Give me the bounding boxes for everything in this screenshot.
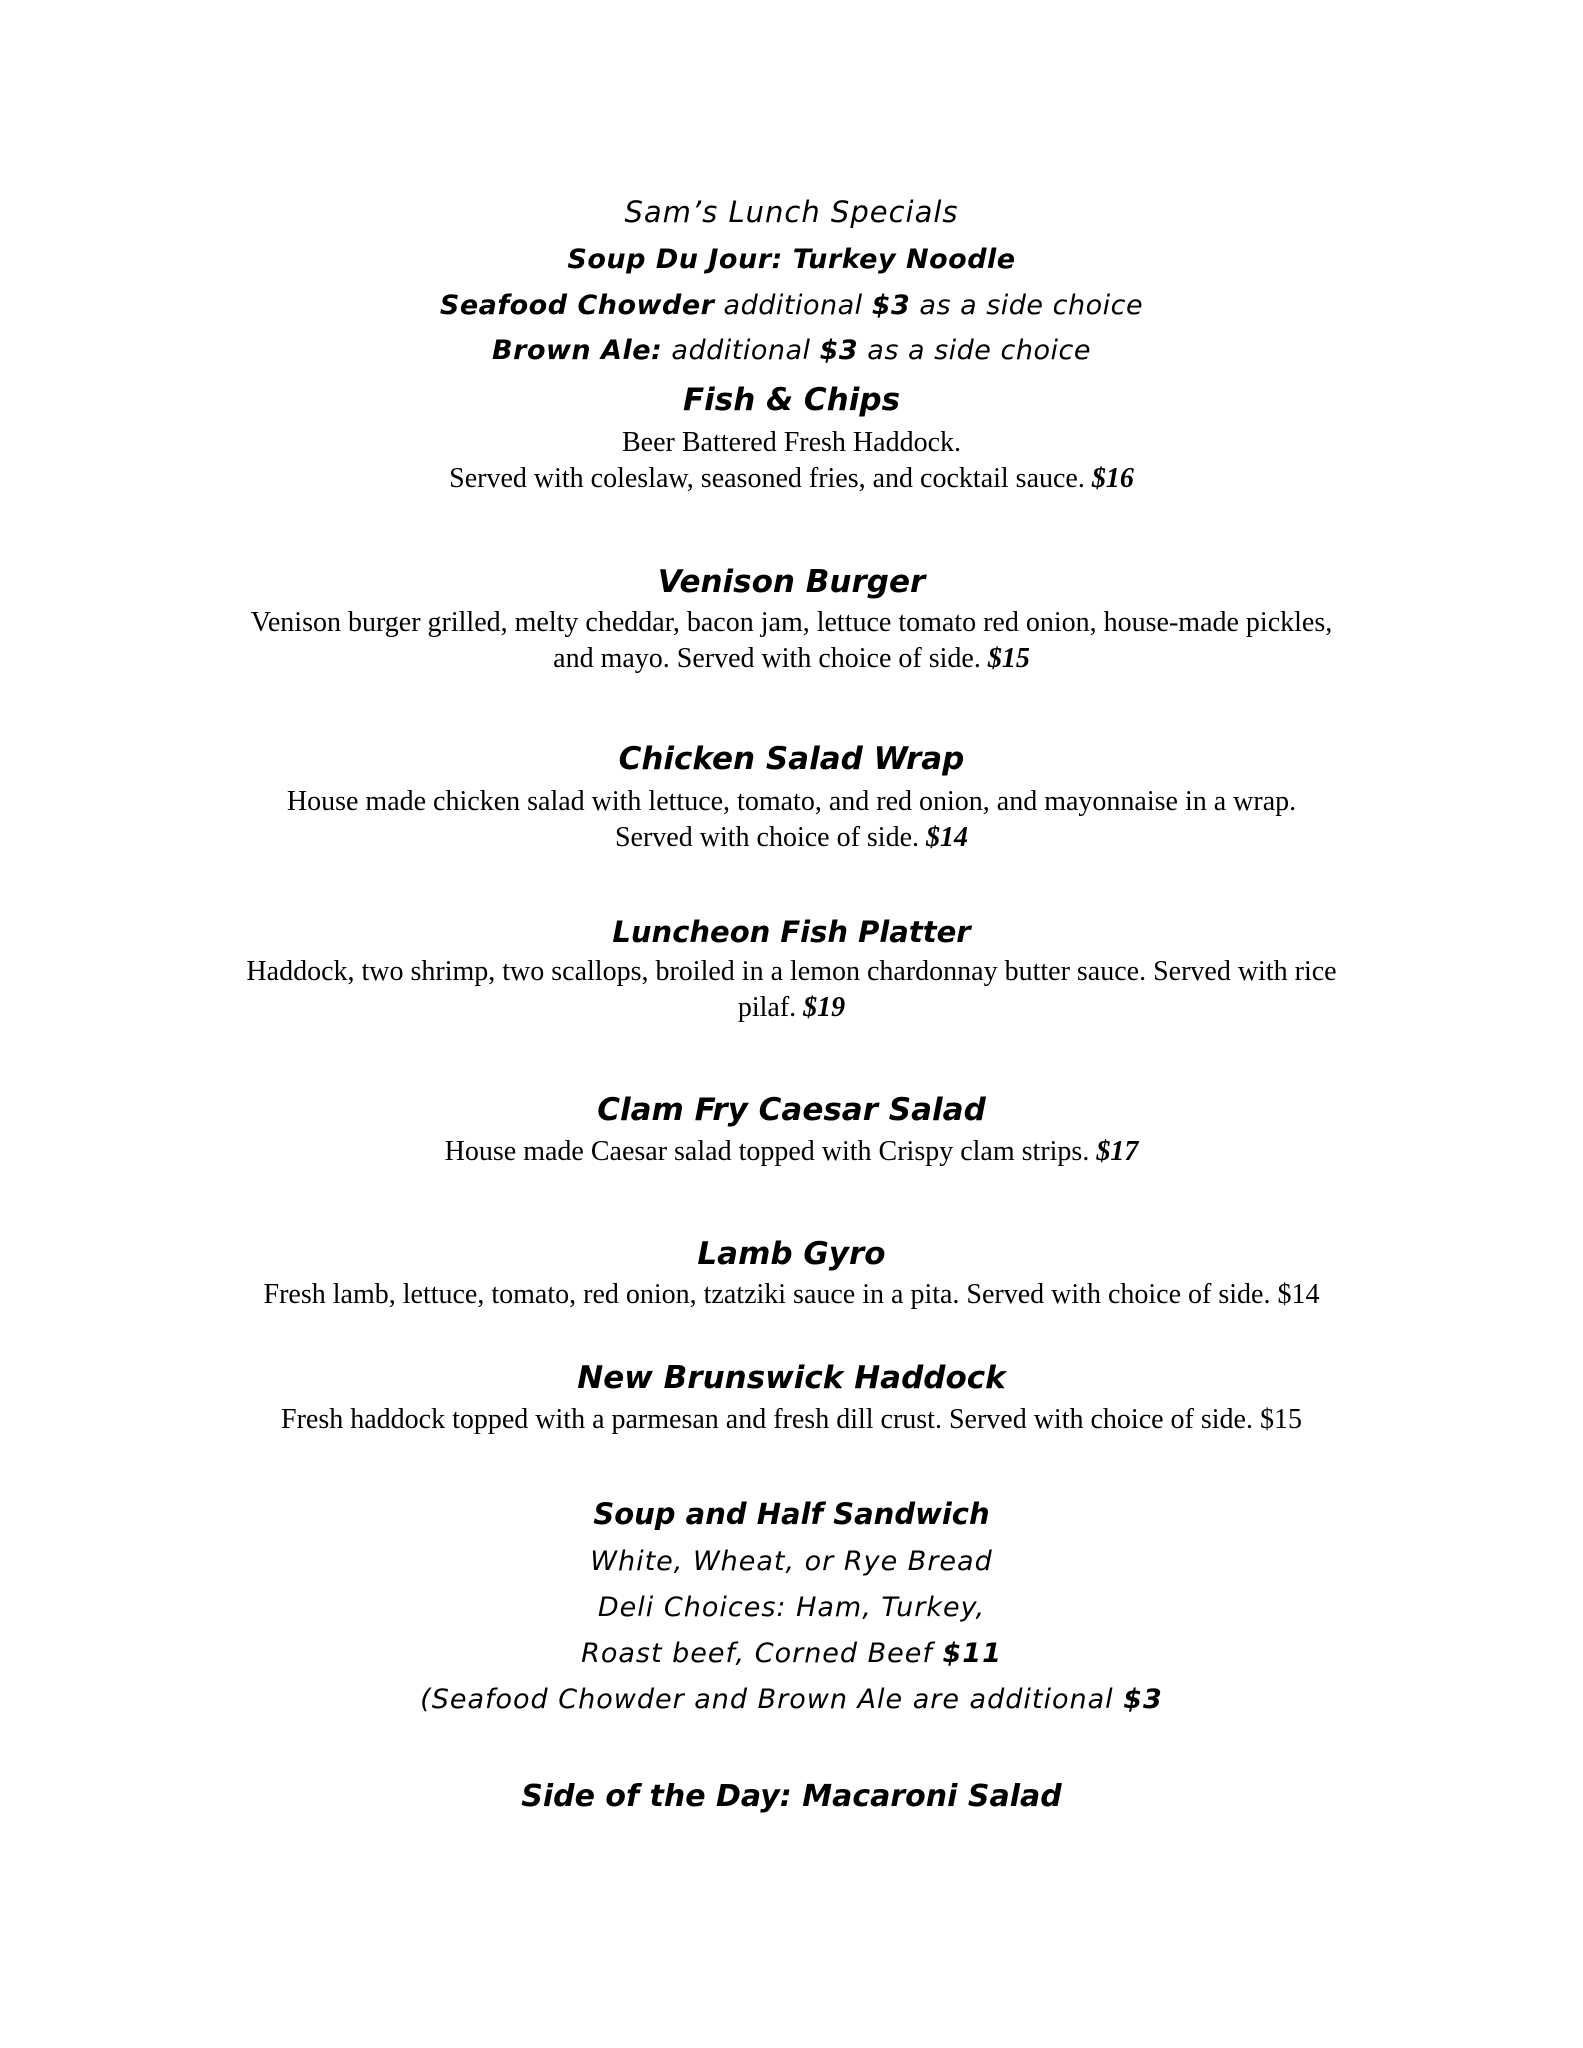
ale-note-post: as a side choice — [867, 335, 1091, 366]
item-price: $15 — [987, 643, 1030, 674]
chowder-name: Seafood Chowder — [439, 290, 715, 321]
sandwich-price: $11 — [942, 1638, 1002, 1669]
soup-du-jour: Soup Du Jour: Turkey Noodle — [567, 244, 1016, 275]
sandwich-deli: Deli Choices: Ham, Turkey, — [597, 1592, 986, 1623]
item-description-text: pilaf. — [737, 992, 797, 1023]
ale-price: $3 — [819, 335, 859, 366]
item-description: Fresh haddock topped with a parmesan and fresh dill crust. Served with choice of side. $15 — [281, 1404, 1302, 1435]
item-description-text: Served with coleslaw, seasoned fries, and cocktail sauce. — [449, 463, 1085, 494]
sandwich-bread: White, Wheat, or Rye Bread — [590, 1546, 993, 1577]
ale-line — [0, 337, 1583, 364]
item-description-text: House made Caesar salad topped with Crispy clam strips. — [444, 1136, 1090, 1167]
item-description: Beer Battered Fresh Haddock. — [622, 427, 961, 458]
item-name: New Brunswick Haddock — [577, 1360, 1006, 1396]
chowder-note-post: as a side choice — [919, 290, 1144, 321]
item-description: House made chicken salad with lettuce, tomato, and red onion, and mayonnaise in a wrap. — [286, 786, 1297, 817]
item-price: $17 — [1096, 1136, 1139, 1167]
item-description — [0, 1138, 1583, 1166]
item-price: $16 — [1091, 463, 1134, 494]
item-description: Fresh lamb, lettuce, tomato, red onion, tzatziki sauce in a pita. Served with choice of side. $14 — [263, 1279, 1320, 1310]
item-name: Fish & Chips — [682, 382, 901, 418]
item-description: Venison burger grilled, melty cheddar, bacon jam, lettuce tomato red onion, house-made pickles, — [250, 607, 1333, 638]
sandwich-deli-text: Roast beef, Corned Beef — [581, 1638, 933, 1669]
item-description — [0, 645, 1583, 673]
chowder-price: $3 — [871, 290, 911, 321]
item-description-text: Served with choice of side. — [614, 822, 920, 853]
chowder-line — [0, 292, 1583, 319]
sandwich-name: Soup and Half Sandwich — [593, 1497, 990, 1531]
item-name: Venison Burger — [657, 564, 926, 600]
sandwich-note-price: $3 — [1123, 1684, 1163, 1715]
item-name: Luncheon Fish Platter — [612, 915, 971, 949]
item-description — [0, 994, 1583, 1022]
ale-note-pre: additional — [671, 335, 811, 366]
sandwich-deli-more — [0, 1640, 1583, 1667]
item-price: $14 — [926, 822, 969, 853]
ale-name: Brown Ale: — [492, 335, 663, 366]
side-of-the-day: Side of the Day: Macaroni Salad — [521, 1779, 1062, 1814]
item-description — [0, 824, 1583, 852]
menu-title: Sam’s Lunch Specials — [624, 195, 959, 229]
item-description-text: and mayo. Served with choice of side. — [553, 643, 981, 674]
item-price: $19 — [803, 992, 846, 1023]
sandwich-note — [0, 1686, 1583, 1713]
item-description: Haddock, two shrimp, two scallops, broiled in a lemon chardonnay butter sauce. Served with rice — [246, 956, 1337, 987]
item-name: Chicken Salad Wrap — [618, 741, 965, 777]
sandwich-note-text: (Seafood Chowder and Brown Ale are additional — [420, 1684, 1114, 1715]
item-name: Clam Fry Caesar Salad — [597, 1092, 986, 1128]
item-name: Lamb Gyro — [697, 1236, 886, 1272]
chowder-note-pre: additional — [723, 290, 863, 321]
item-description — [0, 465, 1583, 493]
